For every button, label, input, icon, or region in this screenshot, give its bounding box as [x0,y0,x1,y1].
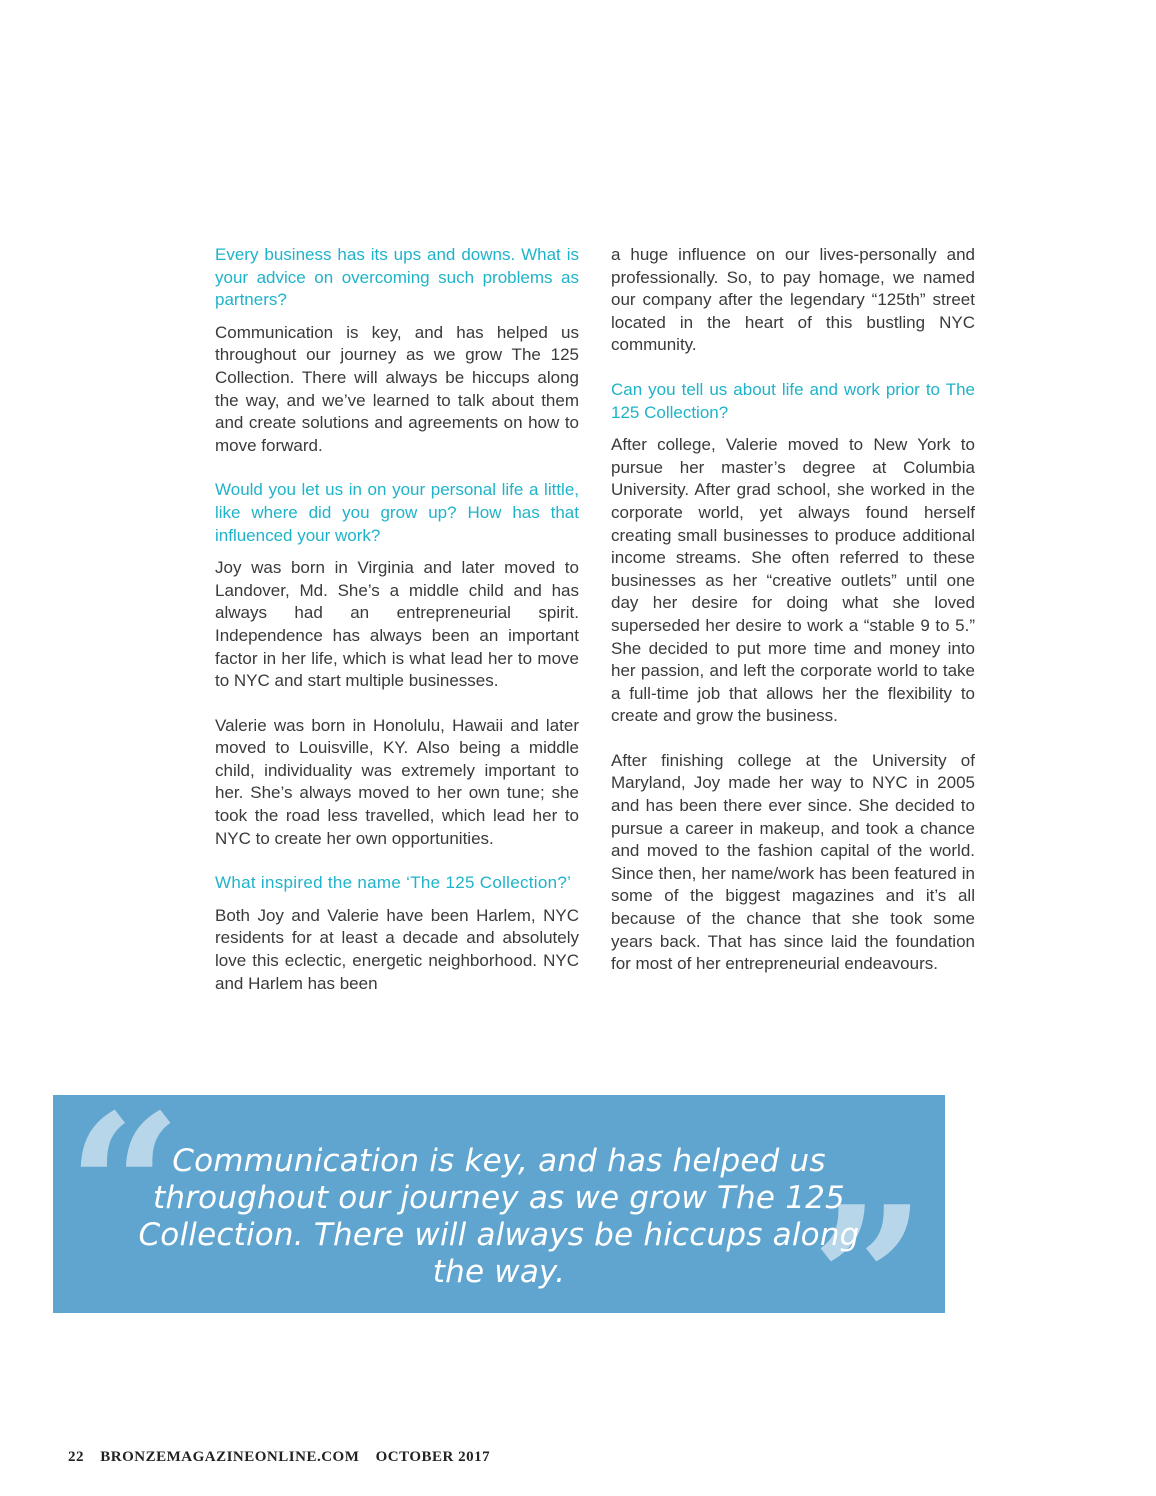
question-advice-partners: Every business has its ups and downs. What is your advice on overcoming such problems as partners? [215,245,579,310]
answer-joy-background: Joy was born in Virginia and later moved to Landover, Md. She’s a middle child and has always had an entrepreneurial spirit. Independence has always been an important factor in her life, which is what lead her to move to NYC and start multiple businesses. [215,558,579,691]
answer-joy-career: After finishing college at the University of Maryland, Joy made her way to NYC in 2005 and has been there ever since. She decided to pursue a career in makeup, and took a chance and moved to the fashion capital of the world. Since then, her name/work has been featured in some of the biggest magazines and it’s all because of the chance that she took some years back. That has since laid the foundation for most of her entrepreneurial endeavours. [611,750,975,974]
pull-quote-box [53,1071,945,1398]
answer-advice-partners: Communication is key, and has helped us throughout our journey as we grow The 125 Collection. There will always be hiccups along the way, and we’ve learned to talk about them and create solutions and agreements on how to move forward. [215,322,579,455]
answer-valerie-background: Valerie was born in Honolulu, Hawaii and later moved to Louisville, KY. Also being a middle child, individuality was extremely important to her. She’s always moved to her own tune; she took the road less travelled, which lead her to NYC to create her own opportunities. [215,715,579,848]
footer-site: BRONZEMAGAZINEONLINE.COM [100,1449,360,1465]
question-name-inspiration: What inspired the name ‘The 125 Collection?’ [215,873,572,893]
answer-name-inspiration: Both Joy and Valerie have been Harlem, NYC residents for at least a decade and absolutely love this eclectic, energetic neighborhood. NYC and Harlem has been [215,905,579,993]
close-quote-icon: ” [811,1163,927,1398]
question-personal-life: Would you let us in on your personal life a little, like where did you grow up? How has that influenced your work? [215,480,579,545]
question-life-prior: Can you tell us about life and work prior to The 125 Collection? [611,379,975,422]
answer-valerie-career: After college, Valerie moved to New York to pursue her master’s degree at Columbia University. After grad school, she worked in the corporate world, yet always found herself creating small businesses to produce additional income streams. She often referred to these businesses as her “creative outlets” until one day her desire for doing what she loved superseded her desire to work a “stable 9 to 5.” She decided to put more time and money into her passion, and left the corporate world to take a full-time job that allows her the flexibility to create and grow the business. [611,435,975,726]
page-number: 22 [68,1449,84,1465]
pull-quote-text: Communication is key, and has helped us throughout our journey as we grow The 125 Collection. There will always be hiccups along the way. [138,1143,860,1290]
footer-issue: OCTOBER 2017 [375,1449,491,1465]
open-quote-icon: “ [67,1071,183,1306]
right-column [611,244,975,976]
answer-name-inspiration-cont: a huge influence on our lives-personally and professionally. So, to pay homage, we named our company after the legendary “125th” street located in the heart of this bustling NYC community. [611,245,975,355]
left-column [215,244,579,995]
page-footer [68,1449,502,1466]
